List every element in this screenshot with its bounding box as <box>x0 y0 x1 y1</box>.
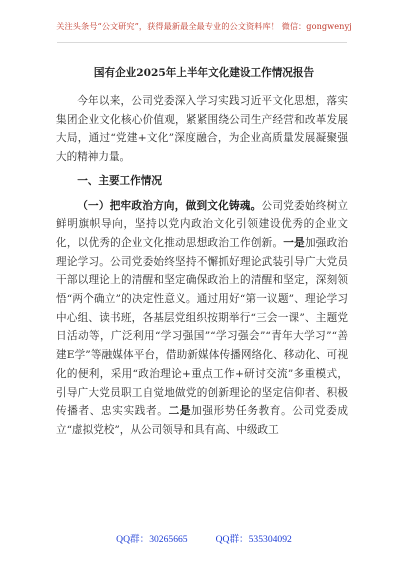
header-divider <box>57 42 347 43</box>
footer-qq-group-2: QQ群：535304092 <box>215 534 292 545</box>
point-label-second: 二是 <box>168 405 192 418</box>
section-heading-main-work: 一、主要工作情况 <box>77 174 162 187</box>
footer-contact <box>0 534 408 546</box>
intro-paragraph: 今年以来，公司党委深入学习实践习近平文化思想，落实集团企业文化核心价值观，紧紧围绕公司生产经营和改革发展大局，通过“党建+文化”深度融合，为企业高质量发展凝聚强大的精神力量。 <box>56 95 348 164</box>
document-body <box>56 92 348 440</box>
footer-qq-group-1: QQ群：30265665 <box>116 534 188 545</box>
document-title: 国有企业2025年上半年文化建设工作情况报告 <box>93 67 315 79</box>
point-text-second: 加强形势任务教育。公司党委成立“虚拟党校”，从公司领导和具有高、中级政工 <box>56 405 349 436</box>
subsection-text: 公司党委始终树立鲜明旗帜导向，坚持以党内政治文化引领建设优秀的企业文化，以优秀的企业文化推动思想政治工作创新。 <box>56 199 349 249</box>
header-banner: 关注头条号“公文研究”，获得最新最全最专业的公文资料库！ 微信：gongwenyj <box>56 21 352 31</box>
point-text-first: 加强政治理论学习。公司党委始终坚持不懈抓好理论武装引导广大党员干部以理论上的清醒和坚定确保政治上的清醒和坚定，深刻领悟“两个确立”的决定性意义。通过用好“第一议题”、理论学习中心组、读书班，各基层党组织按期举行“三会一课”、主题党日活动等，广泛利用“学习强国”“学习强会”“青年大学习”“善建E学”等融媒体平台，借助新媒体传播网络化、移动化、可视化的便利，采用“政治理论+重点工作+研讨交流”多重模式，引导广大党员职工自觉地做党的创新理论的坚定信仰者、积极传播者、忠实实践者。 <box>56 236 349 418</box>
subsection-paragraph-1 <box>56 197 348 440</box>
point-label-first: 一是 <box>283 236 305 249</box>
subsection-heading-political-direction: （一）把牢政治方向，做到文化铸魂。 <box>77 199 262 212</box>
